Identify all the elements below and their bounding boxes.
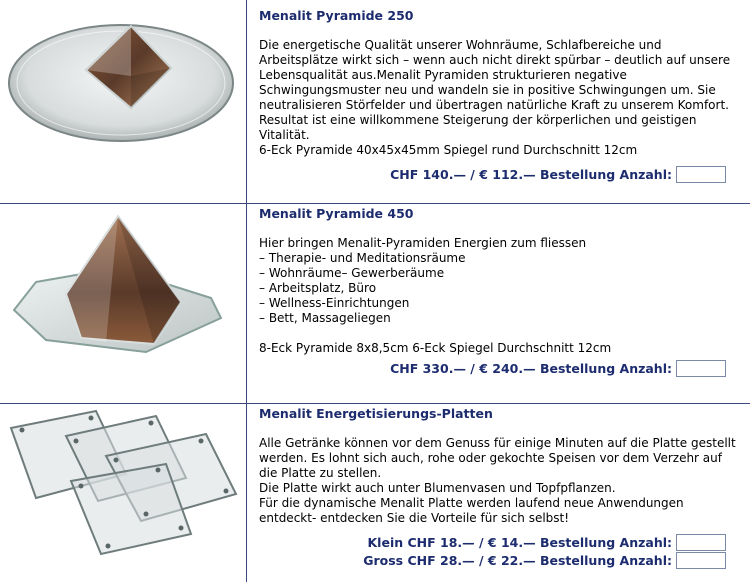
- product-row: [0, 404, 750, 582]
- description-line: Hier bringen Menalit-Pyramiden Energien zum fliessen: [259, 236, 587, 250]
- price-label: CHF 140.— / € 112.— Bestellung Anzahl:: [390, 167, 672, 182]
- product-title: Menalit Pyramide 450: [259, 206, 414, 221]
- product-title: Menalit Energetisierungs-Platten: [259, 406, 493, 421]
- quantity-input[interactable]: [676, 166, 726, 183]
- quantity-input[interactable]: [676, 552, 726, 569]
- product-description: [259, 436, 739, 526]
- glass-plates-image: [6, 406, 238, 556]
- glass-plates-icon: [6, 406, 238, 556]
- price-line: [368, 534, 727, 551]
- description-line: Die energetische Qualität unserer Wohnräume, Schlafbereiche und Arbeitsplätze wirkt sich – wenn auch nicht direkt spürbar – deutlich auf unsere Lebensqualität aus.Menalit Pyramiden strukturieren negative Schwingungsmuster neu und wandeln sie in positive Schwingungen um. Sie neutralisieren Störfelder und übertragen natürliche Kraft zu unserem Komfort. Resultat ist eine willkommene Steigerung der körperlichen und geistigen Vitalität.: [259, 38, 731, 142]
- description-line: Alle Getränke können vor dem Genuss für einige Minuten auf die Platte gestellt werden. Es lohnt sich auch, rohe oder gekochte Speisen vor dem Verzehr auf die Platte zu stellen.: [259, 436, 736, 480]
- description-line: – Therapie- und Meditationsräume: [259, 251, 466, 265]
- product-row: [0, 0, 750, 203]
- description-line: Für die dynamische Menalit Platte werden laufend neue Anwendungen entdeckt- entdecken Sie die Vorteile für sich selbst!: [259, 496, 684, 525]
- price-line: [390, 360, 726, 377]
- price-line: [363, 552, 726, 569]
- description-line: – Bett, Massageliegen: [259, 311, 391, 325]
- pyramid-round-mirror-image: [6, 18, 238, 148]
- product-row: [0, 204, 750, 403]
- quantity-input[interactable]: [676, 360, 726, 377]
- description-line: Die Platte wirkt auch unter Blumenvasen und Topfpflanzen.: [259, 481, 616, 495]
- price-label: Klein CHF 18.— / € 14.— Bestellung Anzahl:: [367, 535, 672, 550]
- product-title: Menalit Pyramide 250: [259, 8, 414, 23]
- description-line: – Wohnräume– Gewerberäume: [259, 266, 445, 280]
- description-line: 8-Eck Pyramide 8x8,5cm 6-Eck Spiegel Durchschnitt 12cm: [259, 341, 612, 355]
- pyramid-hexagon-mirror-image: [6, 210, 238, 358]
- price-label: Gross CHF 28.— / € 22.— Bestellung Anzahl:: [363, 553, 672, 568]
- pyramid-hexagon-mirror-icon: [6, 210, 238, 358]
- description-line: – Arbeitsplatz, Büro: [259, 281, 377, 295]
- price-line: [390, 166, 726, 183]
- description-line: – Wellness-Einrichtungen: [259, 296, 410, 310]
- quantity-input[interactable]: [676, 534, 726, 551]
- pyramid-round-mirror-icon: [6, 18, 238, 148]
- description-line: 6-Eck Pyramide 40x45x45mm Spiegel rund Durchschnitt 12cm: [259, 143, 638, 157]
- product-description: [259, 38, 739, 158]
- product-description: [259, 236, 739, 356]
- price-label: CHF 330.— / € 240.— Bestellung Anzahl:: [390, 361, 672, 376]
- description-spacer: [259, 326, 739, 341]
